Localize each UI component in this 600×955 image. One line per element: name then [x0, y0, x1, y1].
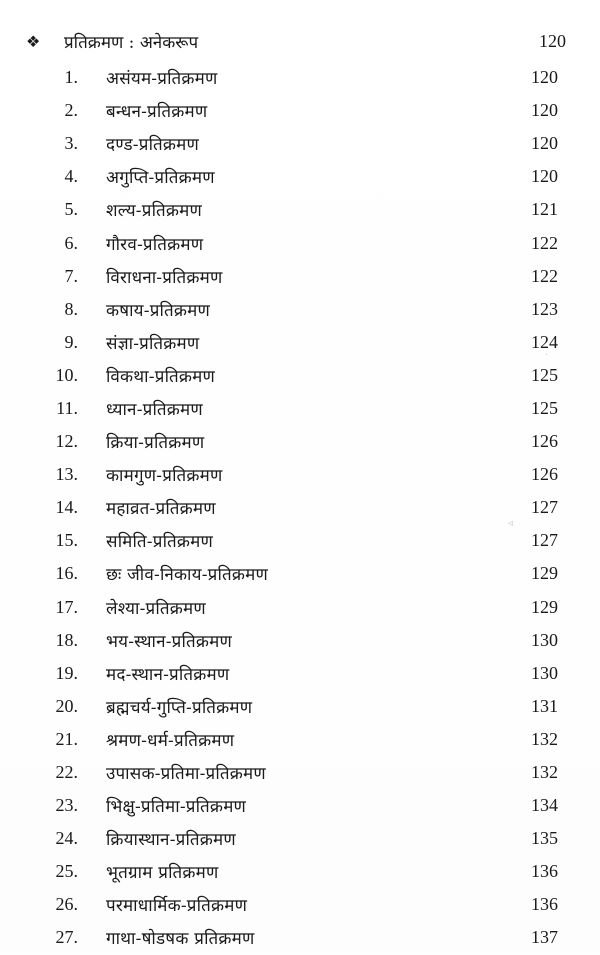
toc-entry	[0, 160, 600, 193]
entry-number: 10.	[55, 364, 78, 385]
entry-number: 8.	[64, 298, 78, 319]
entry-title: कामगुण-प्रतिक्रमण	[106, 466, 223, 487]
toc-entry	[0, 326, 600, 359]
entry-number: 13.	[55, 464, 78, 485]
entry-title: क्रिया-प्रतिक्रमण	[106, 433, 205, 454]
entry-page-number: 123	[531, 298, 558, 319]
entry-number: 3.	[64, 133, 78, 154]
toc-entry	[0, 226, 600, 259]
entry-number: 4.	[64, 166, 78, 187]
entry-page-number: 130	[531, 629, 558, 650]
toc-entry	[0, 260, 600, 293]
entry-title: गौरव-प्रतिक्रमण	[106, 234, 204, 255]
entry-page-number: 136	[531, 894, 558, 915]
toc-entry	[0, 855, 600, 888]
entry-title: भिक्षु-प्रतिमा-प्रतिक्रमण	[106, 797, 247, 818]
entry-title: दण्ड-प्रतिक्रमण	[106, 135, 200, 156]
toc-entry	[0, 822, 600, 855]
diamond-bullet-icon: ❖	[26, 31, 41, 51]
toc-entry	[0, 789, 600, 822]
entry-title: संज्ञा-प्रतिक्रमण	[106, 333, 200, 354]
entry-title: ब्रह्मचर्य-गुप्ति-प्रतिक्रमण	[106, 697, 253, 718]
section-page-number: 120	[539, 30, 566, 51]
entry-number: 23.	[55, 795, 78, 816]
entry-title: भय-स्थान-प्रतिक्रमण	[106, 631, 232, 652]
entry-number: 27.	[55, 927, 78, 948]
entry-number: 18.	[55, 629, 78, 650]
entry-page-number: 127	[531, 497, 558, 518]
entry-page-number: 122	[531, 265, 558, 286]
entry-number: 26.	[55, 894, 78, 915]
entry-title: असंयम-प्रतिक्रमण	[106, 69, 218, 90]
entry-title: समिति-प्रतिक्रमण	[106, 532, 213, 553]
toc-entry	[0, 657, 600, 690]
entry-title: ध्यान-प्रतिक्रमण	[106, 399, 203, 420]
entry-number: 15.	[55, 530, 78, 551]
entry-number: 9.	[64, 331, 78, 352]
entry-number: 17.	[55, 596, 78, 617]
entry-page-number: 136	[531, 861, 558, 882]
toc-entry	[0, 359, 600, 392]
section-title: प्रतिक्रमण : अनेकरूप	[64, 32, 199, 53]
entry-page-number: 124	[531, 331, 558, 352]
entry-title: अगुप्ति-प्रतिक्रमण	[106, 168, 215, 189]
entry-page-number: 120	[531, 67, 558, 88]
toc-entry	[0, 888, 600, 921]
toc-entry	[0, 624, 600, 657]
entry-page-number: 121	[531, 199, 558, 220]
entry-page-number: 130	[531, 662, 558, 683]
entry-title: बन्धन-प्रतिक्रमण	[106, 102, 208, 123]
entry-title: महाव्रत-प्रतिक्रमण	[106, 499, 216, 520]
toc-entry-list	[0, 61, 600, 955]
entry-page-number: 120	[531, 133, 558, 154]
toc-entry	[0, 458, 600, 491]
entry-page-number: 120	[531, 166, 558, 187]
entry-number: 24.	[55, 828, 78, 849]
toc-section-header	[26, 26, 566, 56]
toc-entry	[0, 690, 600, 723]
toc-entry	[0, 756, 600, 789]
entry-number: 5.	[64, 199, 78, 220]
entry-title: श्रमण-धर्म-प्रतिक्रमण	[106, 730, 235, 751]
toc-entry	[0, 193, 600, 226]
entry-number: 12.	[55, 431, 78, 452]
entry-number: 21.	[55, 728, 78, 749]
toc-entry	[0, 392, 600, 425]
entry-title: विराधना-प्रतिक्रमण	[106, 267, 223, 288]
toc-entry	[0, 591, 600, 624]
entry-title: कषाय-प्रतिक्रमण	[106, 300, 210, 321]
entry-number: 11.	[56, 397, 78, 418]
entry-number: 1.	[64, 67, 78, 88]
entry-page-number: 137	[531, 927, 558, 948]
entry-number: 25.	[55, 861, 78, 882]
entry-title: परमाधार्मिक-प्रतिक्रमण	[106, 896, 248, 917]
toc-entry	[0, 61, 600, 94]
toc-entry	[0, 921, 600, 954]
toc-entry	[0, 94, 600, 127]
entry-title: भूतग्राम प्रतिक्रमण	[106, 863, 219, 884]
entry-title: क्रियास्थान-प्रतिक्रमण	[106, 830, 236, 851]
entry-number: 14.	[55, 497, 78, 518]
entry-page-number: 127	[531, 530, 558, 551]
entry-title: लेश्या-प्रतिक्रमण	[106, 598, 206, 619]
scan-mark-icon: ◃	[508, 518, 514, 529]
entry-number: 6.	[64, 232, 78, 253]
entry-page-number: 132	[531, 728, 558, 749]
entry-title: उपासक-प्रतिमा-प्रतिक्रमण	[106, 764, 266, 785]
entry-page-number: 135	[531, 828, 558, 849]
entry-page-number: 132	[531, 762, 558, 783]
entry-number: 20.	[55, 695, 78, 716]
entry-number: 16.	[55, 563, 78, 584]
entry-page-number: 131	[531, 695, 558, 716]
entry-title: गाथा-षोडषक प्रतिक्रमण	[106, 929, 255, 950]
entry-number: 19.	[55, 662, 78, 683]
entry-title: विकथा-प्रतिक्रमण	[106, 366, 215, 387]
toc-entry	[0, 557, 600, 590]
entry-title: मद-स्थान-प्रतिक्रमण	[106, 664, 230, 685]
toc-entry	[0, 293, 600, 326]
entry-page-number: 126	[531, 464, 558, 485]
entry-number: 2.	[64, 100, 78, 121]
toc-entry	[0, 524, 600, 557]
entry-page-number: 126	[531, 431, 558, 452]
toc-entry	[0, 127, 600, 160]
scan-mark-icon: ·	[545, 350, 549, 361]
entry-page-number: 122	[531, 232, 558, 253]
toc-entry	[0, 425, 600, 458]
entry-page-number: 125	[531, 364, 558, 385]
entry-page-number: 120	[531, 100, 558, 121]
entry-page-number: 125	[531, 397, 558, 418]
entry-page-number: 129	[531, 563, 558, 584]
entry-title: छः जीव-निकाय-प्रतिक्रमण	[106, 565, 268, 586]
entry-page-number: 134	[531, 795, 558, 816]
entry-title: शल्य-प्रतिक्रमण	[106, 201, 203, 222]
entry-number: 7.	[64, 265, 78, 286]
entry-page-number: 129	[531, 596, 558, 617]
entry-number: 22.	[55, 762, 78, 783]
toc-entry	[0, 723, 600, 756]
